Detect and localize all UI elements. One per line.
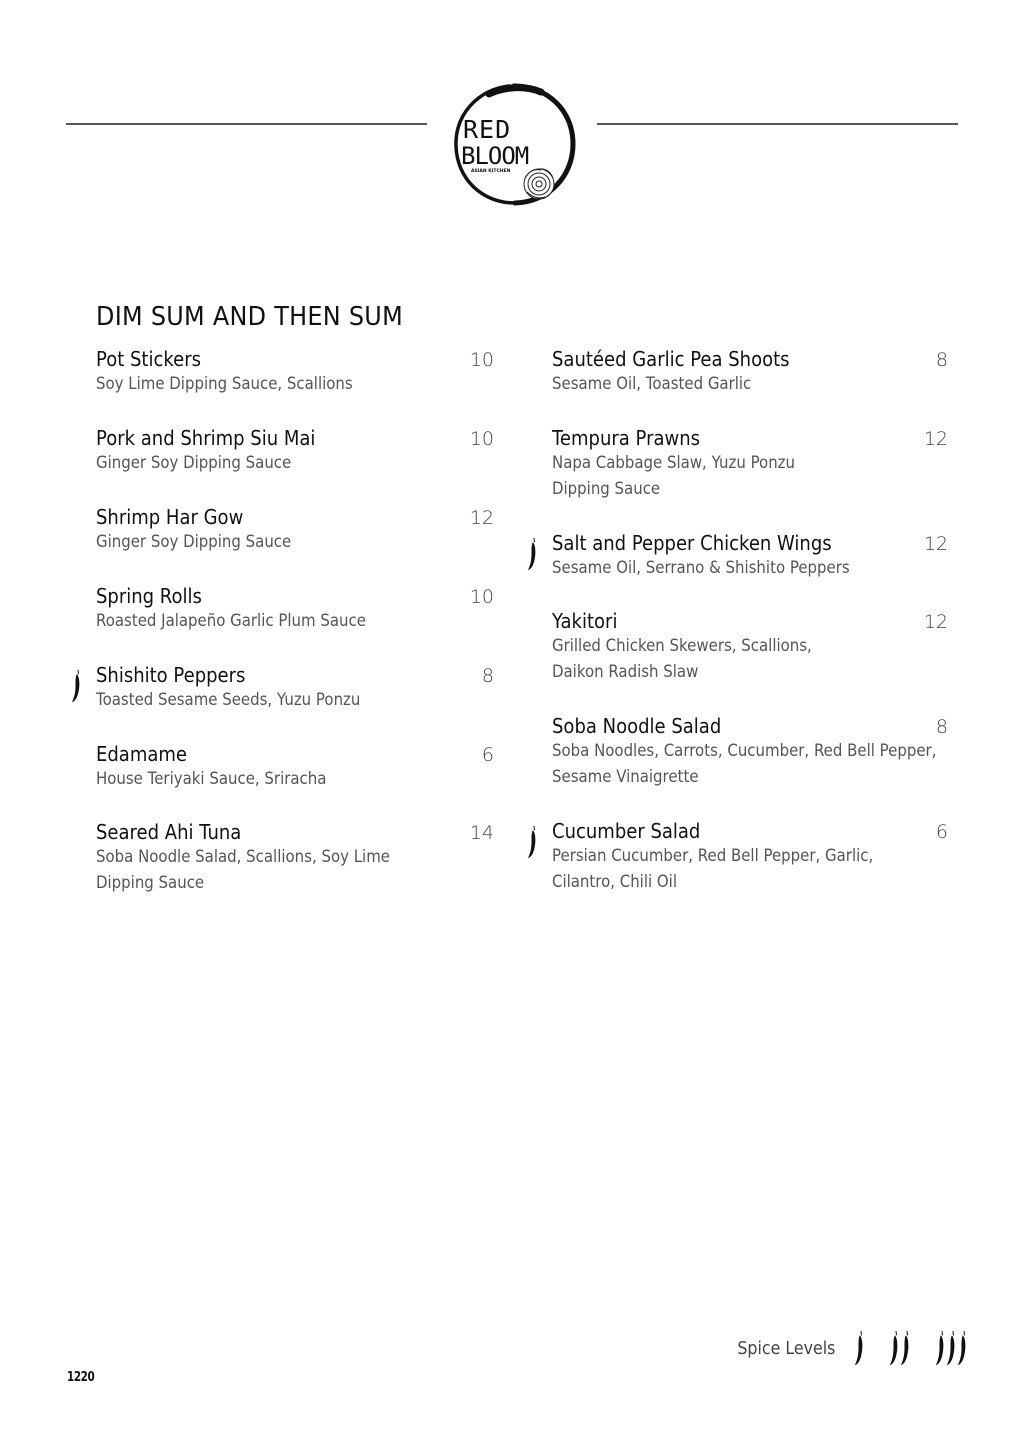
menu-item-name: Tempura Prawns — [552, 426, 701, 450]
menu-item-name: Spring Rolls — [96, 584, 202, 608]
menu-item-price: 6 — [481, 744, 494, 766]
menu-item-price: 14 — [469, 822, 494, 844]
menu-item-name: Shishito Peppers — [96, 663, 246, 687]
menu-item-header — [552, 531, 948, 555]
menu-item-description: Ginger Soy Dipping Sauce — [96, 453, 292, 473]
menu-item-description: House Teriyaki Sauce, Sriracha — [96, 769, 327, 789]
menu-item — [96, 505, 494, 555]
menu-item-description: Ginger Soy Dipping Sauce — [96, 532, 292, 552]
chili-pepper-icon — [899, 1330, 911, 1366]
menu-item — [552, 714, 948, 790]
menu-item-description: Soba Noodle Salad, Scallions, Soy Lime — [96, 847, 391, 867]
menu-item-description: Toasted Sesame Seeds, Yuzu Ponzu — [96, 690, 361, 710]
menu-item-price: 12 — [469, 507, 494, 529]
header-rule-left — [66, 123, 427, 125]
menu-item-price: 8 — [935, 349, 948, 371]
menu-item-description: Dipping Sauce — [552, 479, 661, 499]
menu-item-name: Salt and Pepper Chicken Wings — [552, 531, 832, 555]
menu-item-name: Seared Ahi Tuna — [96, 820, 242, 844]
menu-item — [96, 347, 494, 397]
menu-item-price: 12 — [923, 428, 948, 450]
menu-item-header — [96, 742, 494, 766]
peony-flower-icon — [524, 169, 554, 199]
menu-item — [552, 426, 948, 502]
menu-item-header — [96, 820, 494, 844]
menu-item-price: 10 — [469, 428, 494, 450]
spice-legend-label: Spice Levels — [737, 1337, 836, 1359]
menu-item-name: Shrimp Har Gow — [96, 505, 244, 529]
menu-item-name: Yakitori — [552, 609, 618, 633]
logo-tagline: ASIAN KITCHEN — [471, 169, 511, 174]
menu-item-description: Soy Lime Dipping Sauce, Scallions — [96, 374, 353, 394]
menu-item-name: Edamame — [96, 742, 188, 766]
menu-item — [96, 584, 494, 634]
chili-pepper-icon — [853, 1330, 865, 1366]
chili-pepper-icon — [526, 537, 538, 571]
menu-item-description: Daikon Radish Slaw — [552, 662, 699, 682]
menu-item — [96, 426, 494, 476]
menu-item — [552, 819, 948, 895]
menu-item-price: 12 — [923, 611, 948, 633]
menu-item — [96, 663, 494, 713]
menu-item-header — [552, 714, 948, 738]
menu-item-name: Soba Noodle Salad — [552, 714, 722, 738]
menu-item-header — [96, 347, 494, 371]
menu-item-description: Persian Cucumber, Red Bell Pepper, Garlic, — [552, 846, 874, 866]
spice-level-1 — [853, 1330, 864, 1366]
menu-item — [96, 742, 494, 792]
menu-item — [552, 531, 948, 581]
menu-item-name: Sautéed Garlic Pea Shoots — [552, 347, 790, 371]
page-number: 1220 — [67, 1370, 95, 1385]
section-title: DIM SUM AND THEN SUM — [96, 302, 403, 332]
menu-item-description: Cilantro, Chili Oil — [552, 872, 678, 892]
menu-item-header — [552, 347, 948, 371]
menu-item-header — [552, 609, 948, 633]
menu-item-name: Pork and Shrimp Siu Mai — [96, 426, 316, 450]
menu-item-description: Dipping Sauce — [96, 873, 205, 893]
menu-item-price: 8 — [481, 665, 494, 687]
menu-item-name: Pot Stickers — [96, 347, 202, 371]
menu-item-price: 10 — [469, 349, 494, 371]
menu-item-description: Grilled Chicken Skewers, Scallions, — [552, 636, 812, 656]
menu-item-price: 8 — [935, 716, 948, 738]
menu-item-header — [96, 426, 494, 450]
header-rule-right — [597, 123, 958, 125]
menu-item-header — [552, 426, 948, 450]
menu-item-description: Sesame Vinaigrette — [552, 767, 699, 787]
menu-item — [552, 347, 948, 397]
logo-name-line2: BLOOM — [461, 142, 529, 170]
logo-name-line1: RED — [463, 115, 512, 144]
chili-pepper-icon — [956, 1330, 968, 1366]
restaurant-logo — [449, 80, 579, 210]
menu-item-price: 12 — [923, 533, 948, 555]
spice-legend — [724, 1330, 967, 1366]
menu-item-description: Sesame Oil, Serrano & Shishito Peppers — [552, 558, 850, 578]
chili-pepper-icon — [70, 669, 82, 703]
menu-item-description: Napa Cabbage Slaw, Yuzu Ponzu — [552, 453, 796, 473]
menu-item-header — [96, 505, 494, 529]
menu-item — [552, 609, 948, 685]
menu-item-price: 6 — [935, 821, 948, 843]
menu-item-header — [96, 663, 494, 687]
spice-level-3 — [934, 1330, 967, 1366]
menu-item-header — [552, 819, 948, 843]
menu-item-name: Cucumber Salad — [552, 819, 701, 843]
menu-item-description: Soba Noodles, Carrots, Cucumber, Red Bell Pepper, — [552, 741, 937, 761]
chili-pepper-icon — [526, 825, 538, 859]
menu-item-description: Roasted Jalapeño Garlic Plum Sauce — [96, 611, 366, 631]
spice-level-2 — [888, 1330, 910, 1366]
menu-item-header — [96, 584, 494, 608]
menu-item — [96, 820, 494, 896]
menu-item-price: 10 — [469, 586, 494, 608]
menu-item-description: Sesame Oil, Toasted Garlic — [552, 374, 752, 394]
